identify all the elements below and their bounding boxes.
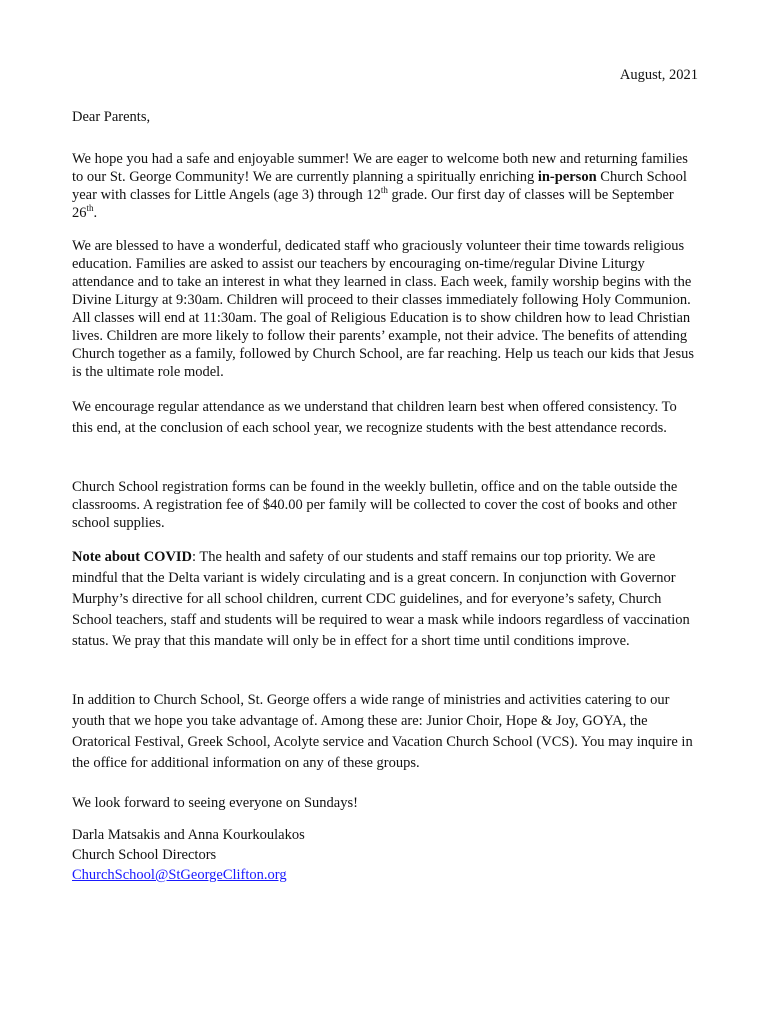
ordinal-suffix: th: [380, 185, 388, 196]
letter-date: August, 2021: [619, 67, 698, 83]
signature-names: Darla Matsakis and Anna Kourkoulakos: [72, 827, 305, 843]
welcome-text-d: .: [93, 205, 98, 221]
ordinal-suffix: th: [86, 203, 94, 214]
paragraph-welcome: [72, 150, 698, 222]
welcome-text-b: Church School year with classes for Little Angels (age 3) through 12: [72, 169, 687, 203]
paragraph-ministries: In addition to Church School, St. George offers a wide range of ministries and activities catering to our youth that we hope you take advantage of. Among these are: Junior Choir, Hope & Joy, GOYA, the Oratorical Festival, Greek School, Acolyte service and Vacation Church School (VCS). You may inquire in the office for additional information on any of these groups.: [72, 692, 693, 771]
welcome-text-c: grade. Our first day of classes will be September 26: [72, 187, 674, 221]
closing-line: We look forward to seeing everyone on Sundays!: [72, 795, 358, 811]
signature-title: Church School Directors: [72, 847, 217, 863]
email-link[interactable]: ChurchSchool@StGeorgeClifton.org: [72, 867, 287, 883]
signature-email-line: [72, 866, 287, 885]
covid-heading: Note about COVID: [72, 549, 193, 565]
in-person-emphasis: in-person: [537, 169, 597, 185]
welcome-text-a: We hope you had a safe and enjoyable summer! We are eager to welcome both new and returning families to our St. George Community! We are currently planning a spiritually enriching: [72, 151, 688, 185]
paragraph-staff: We are blessed to have a wonderful, dedicated staff who graciously volunteer their time towards religious education. Families are asked to assist our teachers by encouraging on-time/regular Divine Liturgy attendance and to take an interest in what they learned in class. Each week, family worship begins with the Divine Liturgy at 9:30am. Children will proceed to their classes immediately following Holy Communion. All classes will end at 11:30am. The goal of Religious Education is to show children how to lead Christian lives. Children are more likely to follow their parents’ example, not their advice. The benefits of attending Church together as a family, followed by Church School, are far reaching. Help us teach our kids that Jesus is the ultimate role model.: [72, 238, 694, 380]
salutation: Dear Parents,: [72, 109, 151, 125]
paragraph-attendance: We encourage regular attendance as we understand that children learn best when offered consistency. To this end, at the conclusion of each school year, we recognize students with the best attendance records.: [72, 399, 677, 436]
paragraph-registration: Church School registration forms can be found in the weekly bulletin, office and on the table outside the classrooms. A registration fee of $40.00 per family will be collected to cover the cost of books and other school supplies.: [72, 479, 678, 531]
paragraph-covid: [72, 547, 698, 652]
covid-text: : The health and safety of our students and staff remains our top priority. We are mindful that the Delta variant is widely circulating and is a great concern. In conjunction with Governor Murphy’s directive for all school children, current CDC guidelines, and for everyone’s safety, Church School teachers, staff and students will be required to wear a mask while indoors regardless of vaccination status. We pray that this mandate will only be in effect for a short time until conditions improve.: [72, 549, 690, 649]
